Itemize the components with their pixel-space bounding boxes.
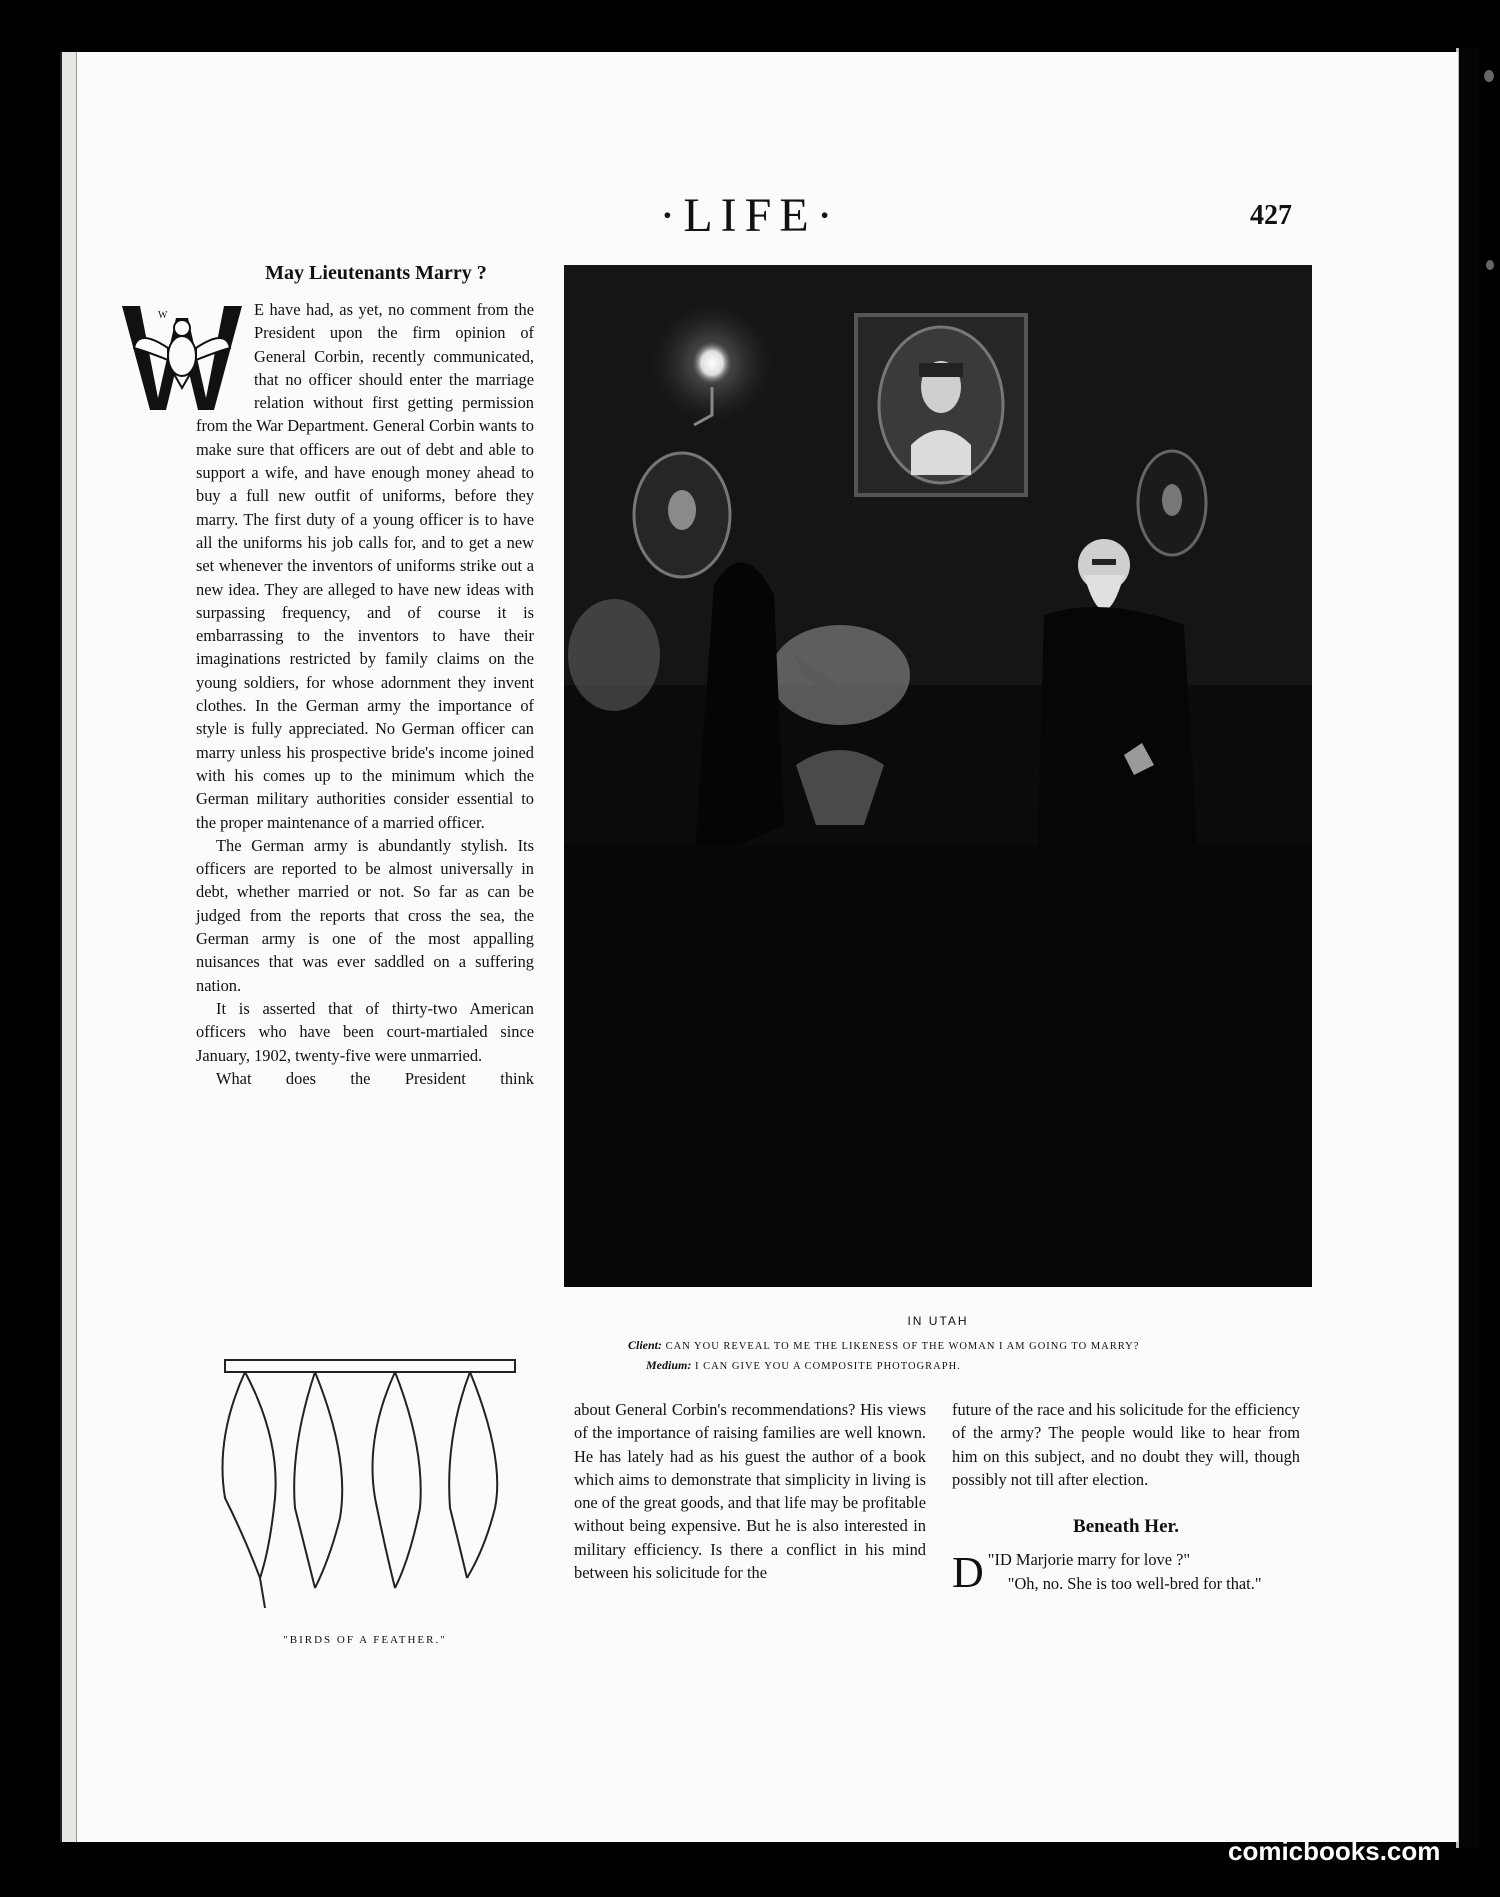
article-column-middle: about General Corbin's recommendations? His views of the importance of raising families are well known. He has lately had as his guest the author of a book which aims to demonstrate that simplicity in living is one of the great goods, and that life may be profitable without being expensive. But he is also interested in military efficiency. Is there a conflict in his mind between his solicitude for the: [574, 1400, 926, 1583]
joke-text: [952, 1548, 1300, 1598]
page-spine: [62, 52, 77, 1842]
cartoon-caption: "BIRDS OF A FEATHER.": [283, 1634, 447, 1646]
article-paragraph-2: The German army is abundantly stylish. Its officers are reported to be almost universally in debt, whether married or not. So far as can be judged from the reports that cross the sea, the German army is one of the most appalling nuisances that was ever saddled on a suffering nation.: [196, 835, 534, 995]
in-utah-illustration: [564, 265, 1312, 1287]
medium-text: I CAN GIVE YOU A COMPOSITE PHOTOGRAPH.: [694, 1361, 961, 1372]
illustration-title: IN UTAH: [907, 1314, 969, 1328]
margin-speck: [1486, 260, 1494, 270]
dropcap-letter: W: [158, 310, 168, 321]
joke-title: Beneath Her.: [1073, 1516, 1179, 1538]
medium-label: Medium:: [646, 1358, 692, 1372]
caption-client-line: [628, 1338, 1348, 1353]
article-paragraph-3: It is asserted that of thirty-two American officers who have been court-martialed since January, 1902, twenty-five were unmarried.: [196, 998, 534, 1065]
article-column-left: [158, 298, 534, 1090]
eagle-dropcap-icon: [118, 298, 246, 414]
article-title: May Lieutenants Marry ?: [265, 262, 487, 284]
watermark-logo: comicbooks.com: [1228, 1836, 1441, 1866]
birds-of-a-feather-cartoon: [205, 1348, 525, 1618]
joke-line-1: ID Marjorie marry for love ?": [994, 1550, 1191, 1570]
article-column-right: [952, 1398, 1300, 1598]
joke-dropcap: D: [952, 1548, 984, 1598]
seance-scene-image: [564, 265, 1312, 1287]
margin-speck: [1484, 70, 1494, 82]
client-label: Client:: [628, 1338, 663, 1352]
joke-line-2: "Oh, no. She is too well-bred for that.": [1007, 1573, 1262, 1593]
article-paragraph-1: E have had, as yet, no comment from the President upon the firm opinion of General Corbin, recently communicated, that no officer should enter the marriage relation without first getting permission from the War Department. General Corbin wants to make sure that officers are out of debt and able to support a wife, and have enough money ahead to buy a full new outfit of uniforms, before they marry. The first duty of a young officer is to have all the uniforms his job calls for, and to get a new set whenever the inventors of uniforms strike out a new idea. They are alleged to have new ideas with surpassing frequency, and of course it is embarrassing to the inventors to have their imaginations restricted by family claims on the young soldiers, for whose adornment they invent clothes. In the German army the importance of style is fully appreciated. No German officer can marry unless his prospective bride's income joined with his comes up to the minimum which the German military authorities consider essential to the proper maintenance of a married officer.: [196, 300, 534, 832]
article-paragraph-4: What does the President think: [216, 1068, 534, 1088]
caption-medium-line: [646, 1358, 1366, 1373]
client-text: CAN YOU REVEAL TO ME THE LIKENESS OF THE WOMAN I AM GOING TO MARRY?: [665, 1341, 1140, 1352]
masthead-title: ·LIFE·: [659, 189, 841, 242]
page-edge-right: [1456, 48, 1479, 1848]
page-number: 427: [1250, 200, 1292, 231]
joke-open-quote: ": [987, 1550, 995, 1570]
article-continued-right: future of the race and his solicitude for the efficiency of the army? The people would like to hear from him on this subject, and no doubt they will, though possibly not till after election.: [952, 1400, 1300, 1489]
